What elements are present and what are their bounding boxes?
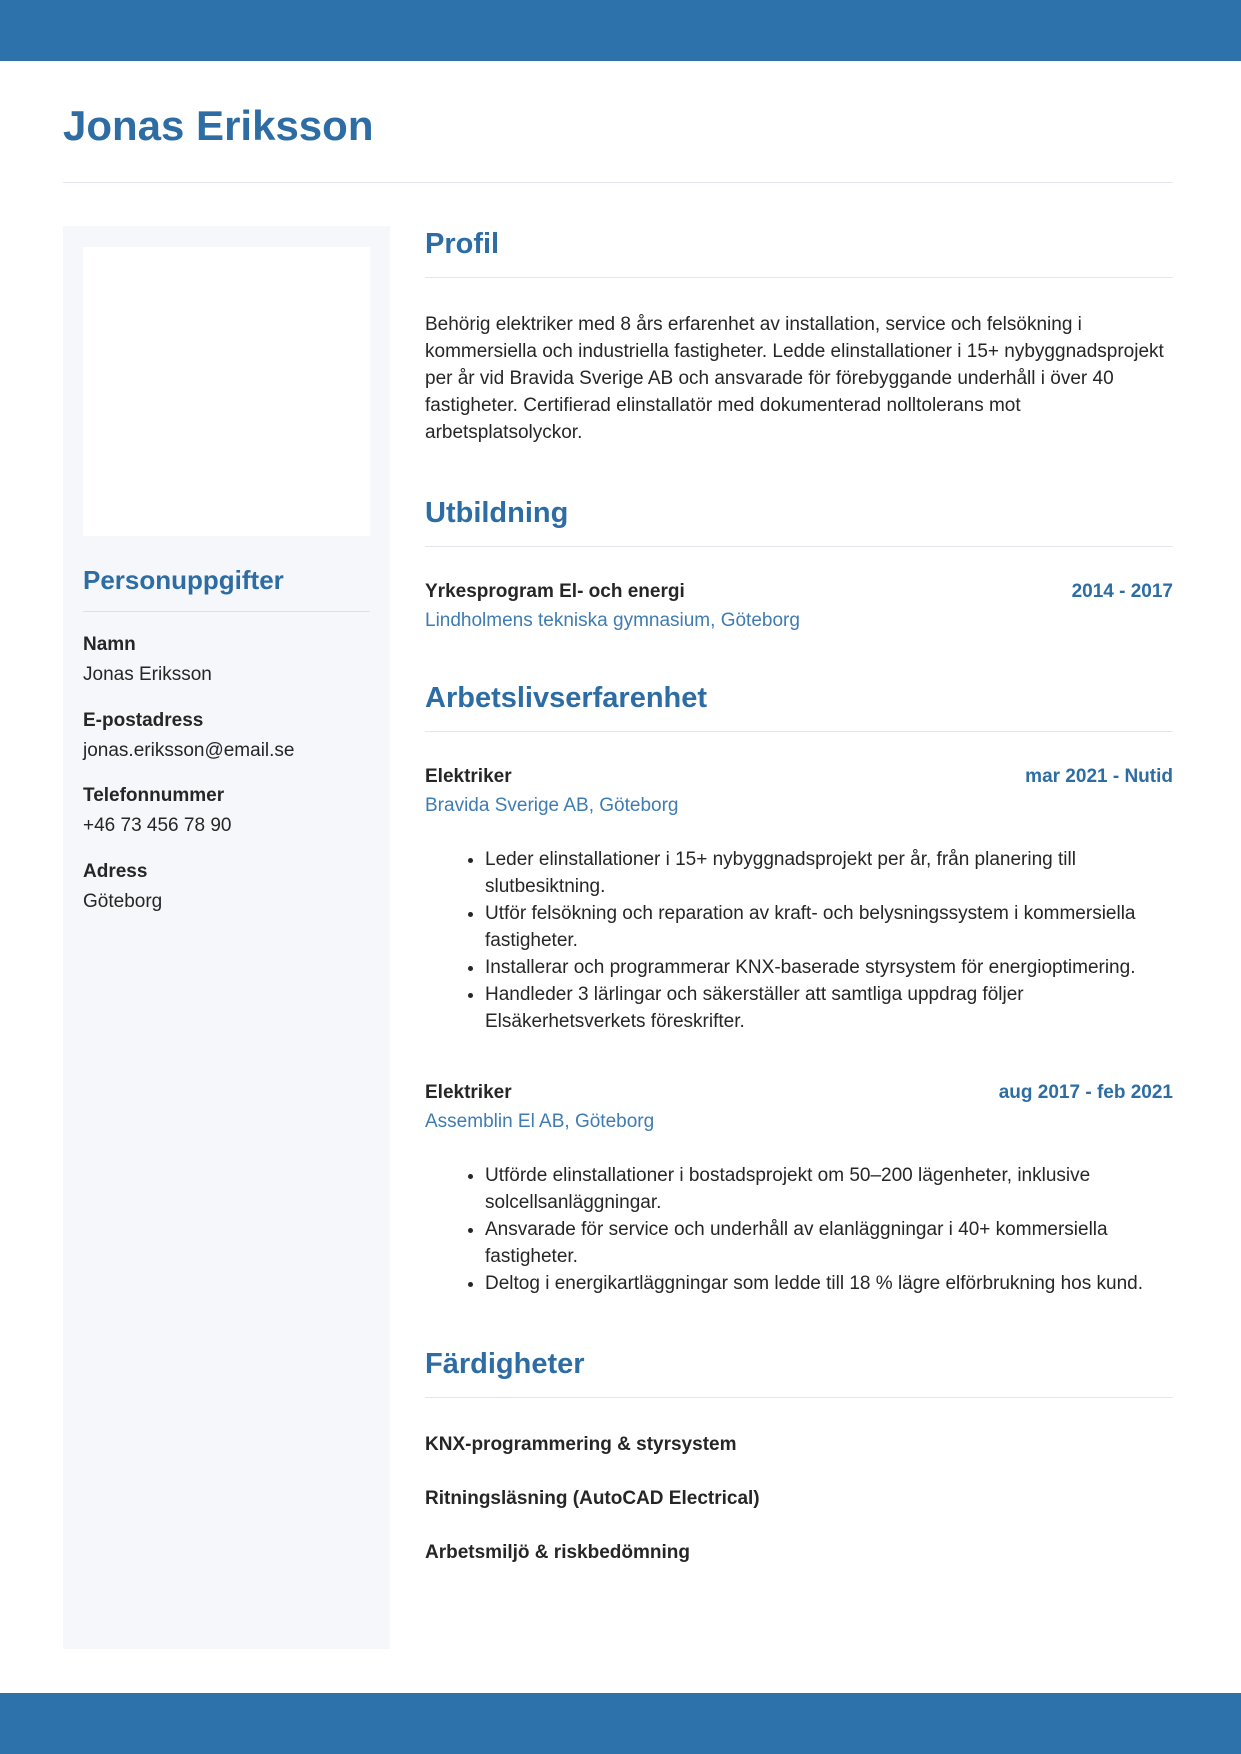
photo-placeholder [83,247,370,536]
job-bullet-list [425,1163,1173,1298]
field-value: +46 73 456 78 90 [83,815,232,837]
field-label: Namn [83,634,136,656]
company-name: Bravida Sverige AB, Göteborg [425,795,679,817]
bullet-item: • Leder elinstallationer i 15+ nybyggnadsprojekt per år, från planering till slutbesiktning. [485,847,1173,901]
main-column [425,226,1173,1563]
section-profile [425,228,1173,447]
skill-item: Arbetsmiljö & riskbedömning [425,1541,690,1563]
header-divider [63,182,1173,183]
field-address [83,861,370,915]
skill-item: KNX-programmering & styrsystem [425,1433,737,1455]
job-title: Elektriker [425,1081,512,1103]
field-label: Telefonnummer [83,785,225,807]
degree-title: Yrkesprogram El- och energi [425,581,685,603]
job-entry-head [425,766,1173,788]
two-column-layout [63,226,1173,1649]
field-label: E-postadress [83,709,204,731]
top-accent-bar [0,0,1241,61]
education-dates: 2014 - 2017 [1071,581,1173,603]
field-value: Jonas Eriksson [83,664,212,686]
skill-item: Ritningsläsning (AutoCAD Electrical) [425,1487,760,1509]
section-experience [425,682,1173,1298]
bullet-item: • Utför felsökning och reparation av kraft- och belysningssystem i kommersiella fastigheter. [485,901,1173,955]
bullet-item: • Installerar och programmerar KNX-baserade styrsystem för energioptimering. [485,955,1173,982]
company-name: Assemblin El AB, Göteborg [425,1110,655,1132]
job-dates: aug 2017 - feb 2021 [998,1081,1173,1103]
section-title-education: Utbildning [425,497,1173,547]
bullet-item: • Deltog i energikartläggningar som ledde till 18 % lägre elförbrukning hos kund. [485,1271,1173,1298]
field-name [83,634,370,688]
profile-text: Behörig elektriker med 8 års erfarenhet av installation, service och felsökning i kommersiella och industriella fastigheter. Ledde elinstallationer i 15+ nybyggnadsprojekt per år vid Bravida Sverige AB och ansvarade för förebyggande underhåll i över 40 fastigheter. Certifierad elinstallatör med dokumenterad nolltolerans mot arbetsplatsolyckor. [425,314,1164,444]
job-dates: mar 2021 - Nutid [1025,766,1173,788]
field-value: Göteborg [83,891,163,913]
section-title-profile: Profil [425,228,1173,278]
bullet-item: • Utförde elinstallationer i bostadsprojekt om 50–200 lägenheter, inklusive solcellsanläggningar. [485,1163,1173,1217]
field-label: Adress [83,861,148,883]
job-bullet-list [425,847,1173,1036]
bullet-item: • Handleder 3 lärlingar och säkerställer att samtliga uppdrag följer Elsäkerhetsverkets föreskrifter. [485,982,1173,1036]
section-education [425,497,1173,632]
section-title-skills: Färdigheter [425,1348,1173,1398]
job-entry [425,1082,1173,1298]
education-entry [425,581,1173,632]
section-title-experience: Arbetslivserfarenhet [425,682,1173,732]
field-value: jonas.eriksson@email.se [83,739,295,761]
bottom-accent-bar [0,1693,1241,1754]
page-content [0,103,1241,1649]
bullet-item: • Ansvarade för service och underhåll av elanläggningar i 40+ kommersiella fastigheter. [485,1217,1173,1271]
job-entry [425,766,1173,1036]
job-title: Elektriker [425,766,512,788]
field-email [83,710,370,764]
sidebar [63,226,390,1649]
field-phone [83,785,370,839]
job-entry-head [425,1082,1173,1104]
school-name: Lindholmens tekniska gymnasium, Göteborg [425,610,800,632]
page-title: Jonas Eriksson [63,102,374,149]
section-skills [425,1348,1173,1564]
sidebar-title: Personuppgifter [83,565,370,612]
education-entry-head [425,581,1173,603]
